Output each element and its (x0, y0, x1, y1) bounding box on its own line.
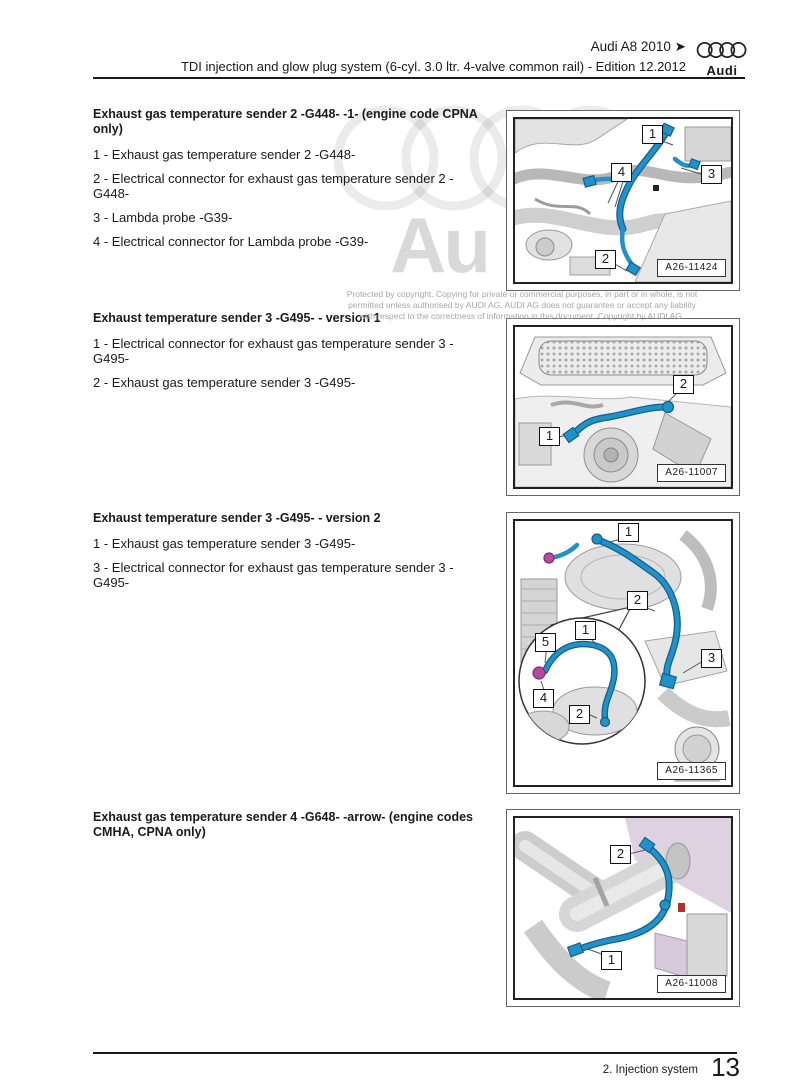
section-g495-v2 (93, 511, 493, 599)
section-heading: Exhaust gas temperature sender 4 -G648- -arrow- (engine codes CMHA, CPNA only) (93, 810, 473, 839)
legend-item: 3 - Electrical connector for exhaust gas temperature sender 3 - G495- (93, 560, 454, 590)
page-number: 13 (711, 1052, 740, 1082)
legend-item: 2 - Electrical connector for exhaust gas temperature sender 2 - G448- (93, 171, 454, 201)
copyright-line: Protected by copyright. Copying for private or commercial purposes, in part or in whole, is not (346, 289, 698, 299)
figure-reference-label: A26-11008 (657, 975, 726, 993)
section-g495-v1 (93, 311, 493, 399)
legend-item: 4 - Electrical connector for Lambda probe -G39- (93, 234, 369, 249)
section-g448 (93, 107, 493, 258)
figure-reference-label: A26-11007 (657, 464, 726, 482)
audi-wordmark: Audi (706, 63, 738, 78)
callout-marker: 2 (673, 375, 694, 394)
figure-reference-label: A26-11424 (657, 259, 726, 277)
engine-illustration (515, 327, 731, 487)
footer-section-label: 2. Injection system (602, 1064, 698, 1076)
legend-item: 1 - Exhaust gas temperature sender 3 -G495- (93, 536, 356, 551)
figure-exhaust-g648 (506, 809, 740, 1007)
callout-marker: 1 (618, 523, 639, 542)
section-heading: Exhaust gas temperature sender 2 -G448- -1- (engine code CPNA only) (93, 107, 478, 136)
figure-reference-label: A26-11365 (657, 762, 726, 780)
figure-engine-bay-g448 (506, 110, 740, 291)
copyright-watermark (300, 289, 744, 322)
callout-marker: 2 (627, 591, 648, 610)
audi-rings-icon (696, 40, 748, 60)
callout-marker: 4 (533, 689, 554, 708)
header-subtitle: TDI injection and glow plug system (6-cyl. 3.0 ltr. 4-valve common rail) - Edition 12.2012 (180, 59, 686, 74)
callout-marker: 2 (595, 250, 616, 269)
engine-illustration (515, 119, 731, 282)
audi-wordmark-watermark: Au (390, 201, 488, 289)
audi-logo (696, 40, 748, 78)
callout-marker: 1 (575, 621, 596, 640)
section-heading: Exhaust temperature sender 3 -G495- - version 1 (93, 311, 381, 325)
legend-item: 2 - Exhaust gas temperature sender 3 -G495- (93, 375, 356, 390)
footer-rule (93, 1052, 737, 1054)
section-heading: Exhaust temperature sender 3 -G495- - version 2 (93, 511, 381, 525)
callout-marker: 2 (569, 705, 590, 724)
callout-marker: 1 (642, 125, 663, 144)
callout-marker: 5 (535, 633, 556, 652)
callout-marker: 2 (610, 845, 631, 864)
callout-marker: 1 (601, 951, 622, 970)
callout-marker: 3 (701, 165, 722, 184)
header-model-title: Audi A8 2010 ➤ (590, 39, 686, 54)
legend-item: 3 - Lambda probe -G39- (93, 210, 233, 225)
figure-turbo-g495-v2 (506, 512, 740, 794)
callout-marker: 1 (539, 427, 560, 446)
figure-engine-front-g495-v1 (506, 318, 740, 496)
section-g648 (93, 810, 493, 850)
legend-item: 1 - Electrical connector for exhaust gas temperature sender 3 - G495- (93, 336, 454, 366)
legend-item: 1 - Exhaust gas temperature sender 2 -G448- (93, 147, 356, 162)
callout-marker: 3 (701, 649, 722, 668)
engine-illustration (515, 521, 731, 785)
callout-marker: 4 (611, 163, 632, 182)
copyright-line: with respect to the correctness of information in this document. Copyright by AUDI AG. (359, 311, 685, 321)
copyright-line: permitted unless authorised by AUDI AG. AUDI AG does not guarantee or accept any liability (348, 300, 696, 310)
